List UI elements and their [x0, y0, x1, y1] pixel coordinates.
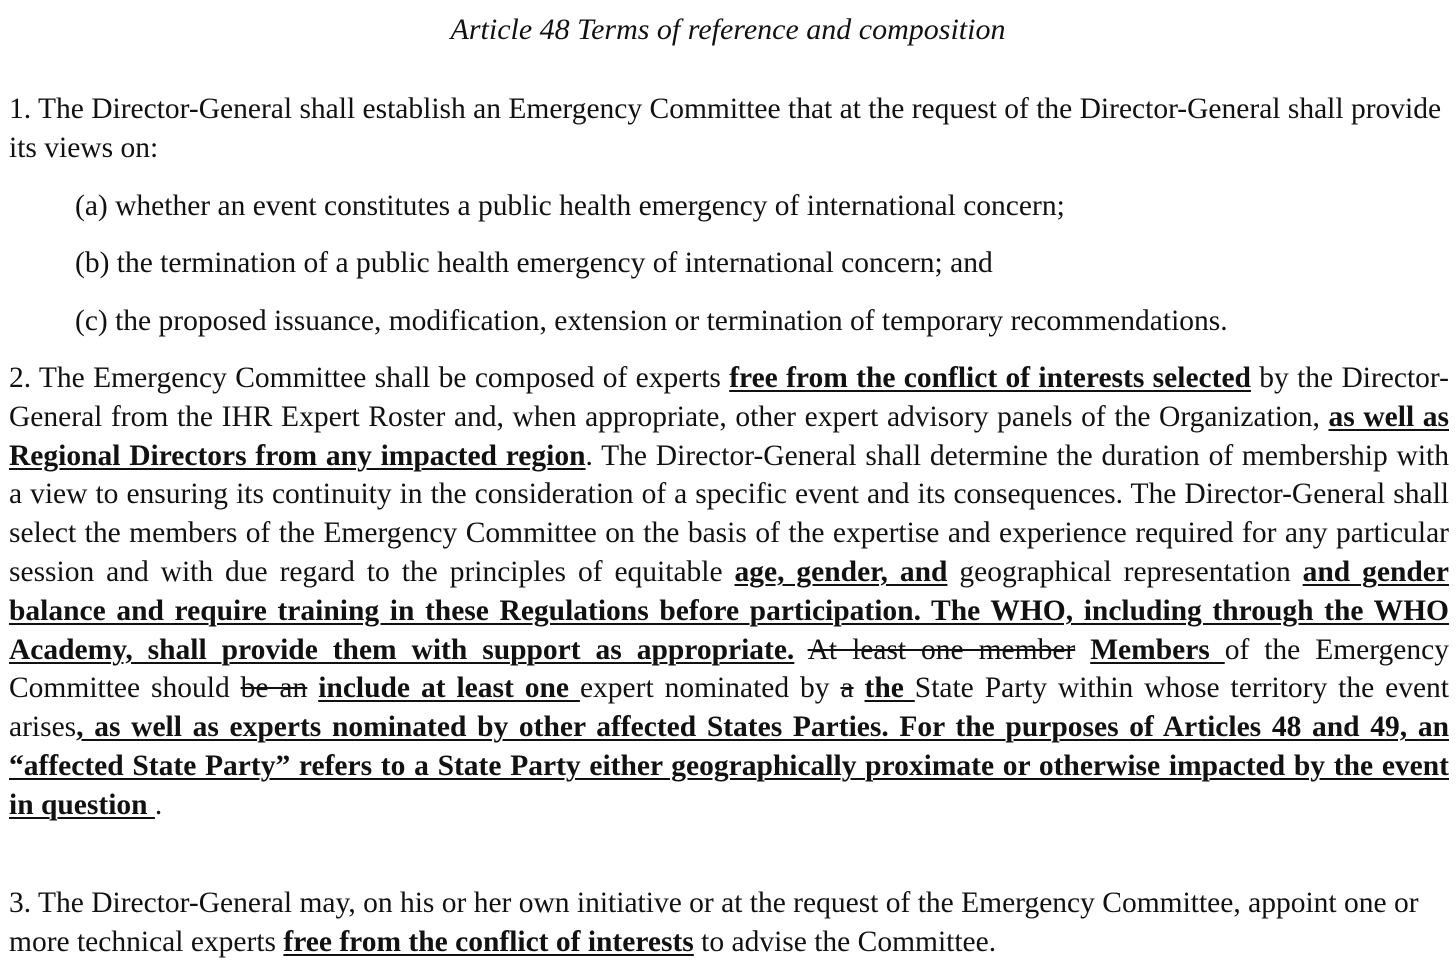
text-segment: geographical representation	[947, 555, 1303, 588]
text-segment: expert nominated by	[579, 672, 841, 705]
inserted-text: free from the conflict of interests	[283, 925, 694, 958]
deleted-text: be an	[240, 672, 308, 705]
paragraph-2	[9, 359, 1449, 825]
text-segment: to advise the Committee.	[693, 925, 997, 958]
text-segment: of the Emergency Committee should	[9, 633, 1449, 705]
list-item-b: (b) the termination of a public health emergency of international concern; and	[75, 247, 993, 279]
list-item-c: (c) the proposed issuance, modification, extension or termination of temporary recommendations.	[75, 305, 1228, 337]
inserted-text: age, gender, and	[734, 555, 948, 588]
text-segment	[1075, 634, 1090, 666]
text-segment: . The Director-General shall determine the duration of membership with a view to ensuring its continuity in the consideration of a specific event and its consequences. The Director-General shall select the members of the Emergency Committee on the basis of the expertise and experience required for any particular session and with due regard to the principles of equitable	[9, 439, 1449, 588]
article-title: Article 48 Terms of reference and composition	[450, 13, 1006, 46]
text-segment: 2. The Emergency Committee shall be composed of experts	[9, 362, 730, 394]
text-segment: 3. The Director-General may, on his or her own initiative or at the request of the Emergency Committee, appoint one or more technical experts	[9, 887, 1419, 958]
inserted-text: as well as Regional Directors from any impacted region	[9, 400, 1450, 472]
deleted-text: a	[840, 672, 854, 705]
text-segment: State Party within whose territory the event arises	[9, 672, 1450, 744]
inserted-text: and gender balance and require training in these Regulations before participation. The WHO, including through the WHO Academy, shall provide them with support as appropriate.	[9, 555, 1449, 666]
inserted-text: free from the conflict of interests selected	[729, 362, 1251, 394]
text-segment	[307, 672, 318, 704]
inserted-text: Members	[1090, 633, 1225, 666]
inserted-text: the	[864, 672, 915, 705]
text-segment	[794, 634, 807, 666]
paragraph-3	[9, 884, 1449, 962]
inserted-text: include at least one	[318, 672, 580, 705]
text-segment	[854, 672, 865, 704]
list-item-a: (a) whether an event constitutes a public health emergency of international concern;	[75, 190, 1065, 222]
deleted-text: At least one member	[807, 633, 1076, 666]
inserted-text: , as well as experts nominated by other affected States Parties. For the purposes of Articles 48 and 49, an “affected State Party” refers to a State Party either geographically proximate or otherwise impacted by the event in question	[9, 711, 1449, 821]
paragraph-1: 1. The Director-General shall establish an Emergency Committee that at the request of the Director-General shall provide its views on:	[9, 93, 1442, 164]
text-segment: .	[154, 788, 163, 821]
text-segment: by the Director-General from the IHR Expert Roster and, when appropriate, other expert advisory panels of the Organization,	[9, 362, 1449, 433]
